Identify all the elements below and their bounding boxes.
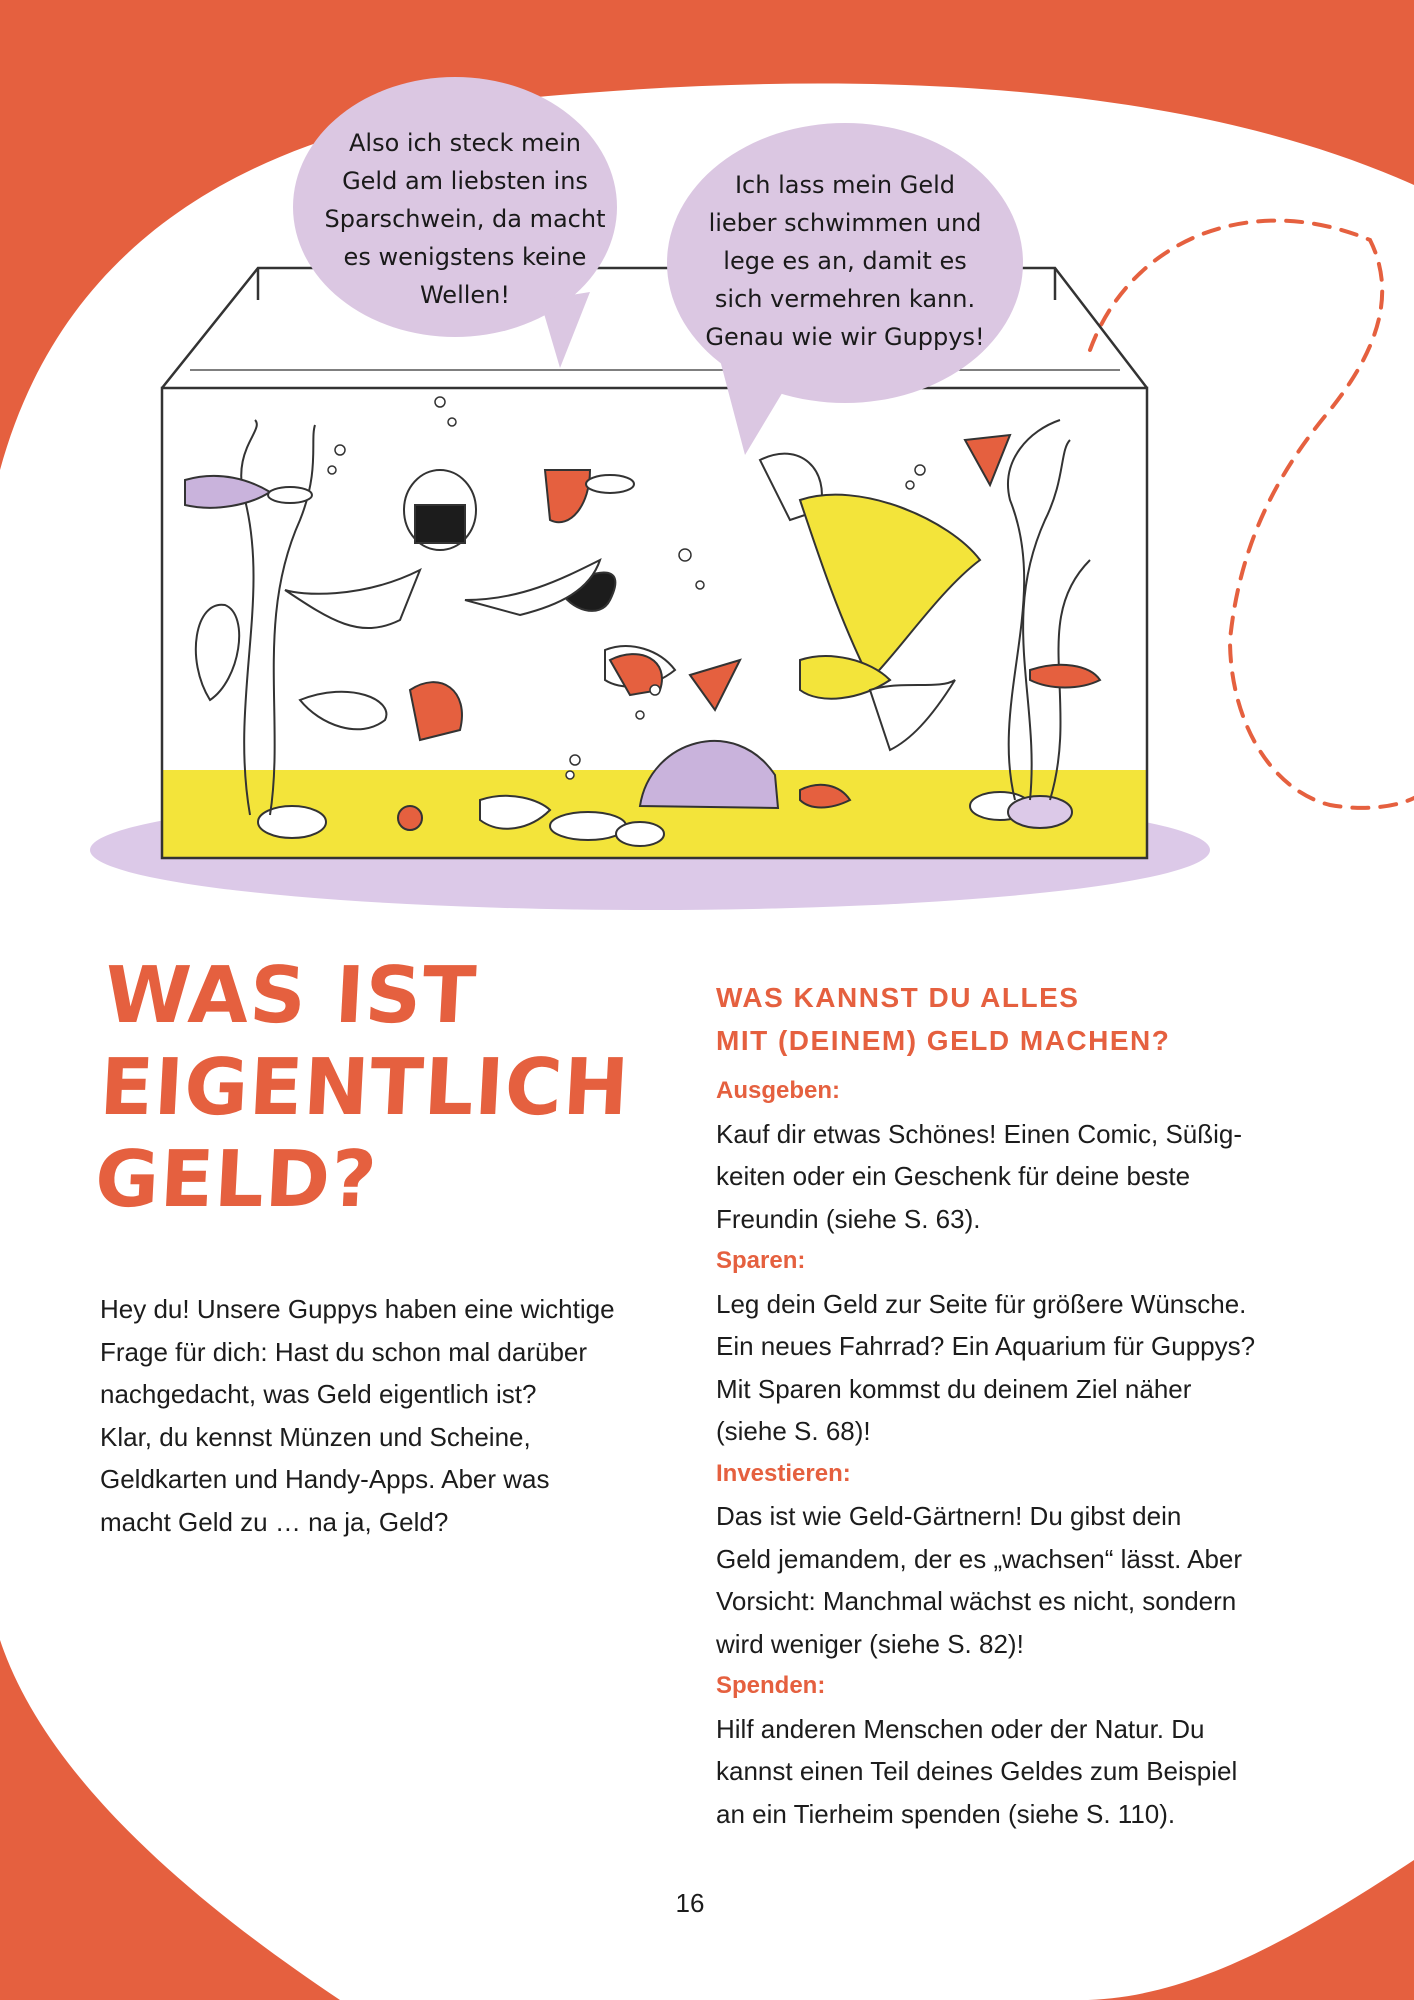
bubble-line: Sparschwein, da macht [324, 205, 606, 233]
item-text-line: keiten oder ein Geschenk für deine beste [716, 1161, 1191, 1191]
item-text-line: Ein neues Fahrrad? Ein Aquarium für Guppys? [716, 1331, 1256, 1361]
list-item [716, 1240, 1316, 1453]
item-text-line: Hilf anderen Menschen oder der Natur. Du [716, 1713, 1205, 1744]
page-number: 16 [675, 1888, 705, 1918]
section-heading-line: WAS KANNST DU ALLES [716, 982, 1080, 1013]
item-text-line: Geld jemandem, der es „wachsen“ lässt. Aber [716, 1543, 1243, 1574]
intro-line: Geldkarten und Handy-Apps. Aber was [100, 1464, 550, 1494]
bubble-line: Geld am liebsten ins [342, 167, 588, 195]
item-text-line: Leg dein Geld zur Seite für größere Wünsche. [716, 1288, 1247, 1319]
section-heading [716, 976, 1316, 1062]
item-label-ausgeben: Ausgeben: [716, 1077, 841, 1104]
intro-line: macht Geld zu … na ja, Geld? [100, 1506, 449, 1537]
item-text-line: Vorsicht: Manchmal wächst es nicht, sondern [716, 1586, 1237, 1616]
intro-line: Hey du! Unsere Guppys haben eine wichtige [100, 1294, 615, 1324]
title-line: GELD? [92, 1135, 380, 1225]
item-text-line: Kauf dir etwas Schönes! Einen Comic, Süßig- [716, 1118, 1243, 1149]
money-uses-section [716, 976, 1316, 1835]
item-label-investieren: Investieren: [716, 1459, 851, 1487]
item-text-line: kannst einen Teil deines Geldes zum Beispiel [716, 1756, 1238, 1786]
bubble-line: Also ich steck mein [348, 129, 582, 157]
list-item [716, 1453, 1316, 1666]
bubble-line: sich vermehren kann. [714, 285, 976, 313]
speech-bubble-invest [685, 166, 1005, 356]
bubble-line: lege es an, damit es [723, 247, 967, 275]
item-text-line: an ein Tierheim spenden (siehe S. 110). [716, 1798, 1176, 1829]
intro-line: Frage für dich: Hast du schon mal darüber [100, 1336, 588, 1367]
bubble-line: Genau wie wir Guppys! [705, 323, 985, 351]
list-item [716, 1070, 1316, 1240]
list-item [716, 1665, 1316, 1835]
item-text-line: (siehe S. 68)! [716, 1416, 871, 1446]
page-title [93, 950, 667, 1226]
bubble-line: es wenigstens keine [343, 243, 587, 271]
speech-bubble-piggybank [300, 124, 630, 314]
item-label-sparen: Sparen: [716, 1247, 806, 1274]
bubble-line: lieber schwimmen und [708, 209, 982, 237]
section-heading-line: MIT (DEINEM) GELD MACHEN? [716, 1025, 1171, 1056]
item-text-line: Mit Sparen kommst du deinem Ziel näher [716, 1373, 1192, 1404]
bubble-line: Wellen! [419, 281, 511, 309]
item-text-line: wird weniger (siehe S. 82)! [716, 1628, 1024, 1659]
intro-line: Klar, du kennst Münzen und Scheine, [100, 1421, 531, 1452]
intro-paragraph [100, 1288, 660, 1543]
item-text-line: Das ist wie Geld-Gärtnern! Du gibst dein [716, 1501, 1182, 1531]
intro-line: nachgedacht, was Geld eigentlich ist? [100, 1379, 537, 1409]
bubble-line: Ich lass mein Geld [734, 171, 956, 199]
item-text-line: Freundin (siehe S. 63). [716, 1203, 981, 1234]
money-uses-list [716, 1070, 1316, 1835]
title-line: EIGENTLICH [97, 1043, 632, 1133]
title-line: WAS IST [102, 951, 479, 1041]
item-label-spenden: Spenden: [716, 1672, 826, 1699]
